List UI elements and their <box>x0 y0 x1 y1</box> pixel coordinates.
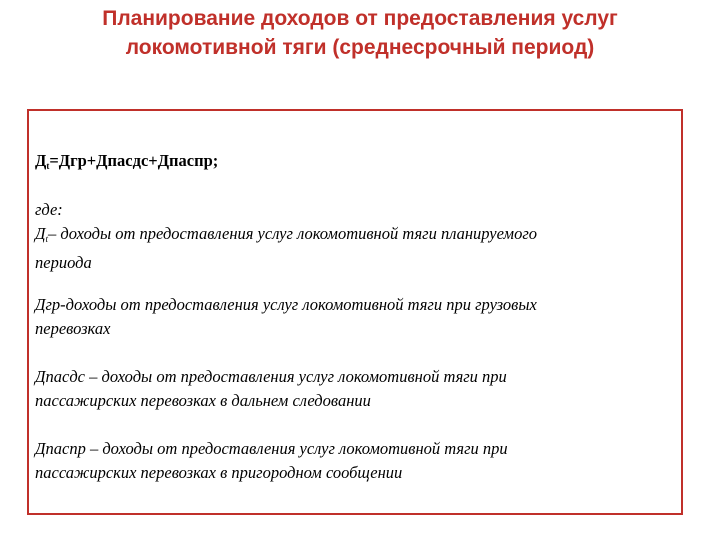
where-label: где: <box>35 200 63 219</box>
definition-suburban-line-2: пассажирских перевозках в пригородном сообщении <box>35 463 403 482</box>
title-line-2: локомотивной тяги (среднесрочный период) <box>125 36 595 59</box>
definition-suburban-income <box>35 437 675 485</box>
definition-long-distance-line-2: пассажирских перевозках в дальнем следовании <box>35 391 371 410</box>
definition-freight-income <box>35 293 675 341</box>
definition-long-distance-line-1: Дпасдс – доходы от предоставления услуг локомотивной тяги при <box>35 367 507 386</box>
slide-title <box>40 4 680 62</box>
definition-where-block <box>35 198 675 275</box>
definition-freight-line-1: Дгр-доходы от предоставления услуг локомотивной тяги при грузовых <box>35 295 537 314</box>
definition-total-income-line-2: периода <box>35 253 92 272</box>
definition-total-income-text: – доходы от предоставления услуг локомотивной тяги планируемого <box>48 224 538 243</box>
definition-freight-line-2: перевозках <box>35 319 111 338</box>
definition-long-distance-income <box>35 365 675 413</box>
definition-total-income-symbol: Д <box>35 224 46 243</box>
income-formula <box>35 150 218 177</box>
title-line-1: Планирование доходов от предоставления услуг <box>102 7 618 30</box>
definition-total-income-subscript: t <box>45 234 49 244</box>
definition-total-income-line-1 <box>35 222 675 251</box>
formula-lhs: Д <box>35 151 47 170</box>
definition-suburban-line-1: Дпаспр – доходы от предоставления услуг локомотивной тяги при <box>35 439 508 458</box>
formula-lhs-subscript: t <box>46 161 50 171</box>
formula-rhs: =Дгр+Дпасдс+Дпаспр; <box>49 151 219 170</box>
